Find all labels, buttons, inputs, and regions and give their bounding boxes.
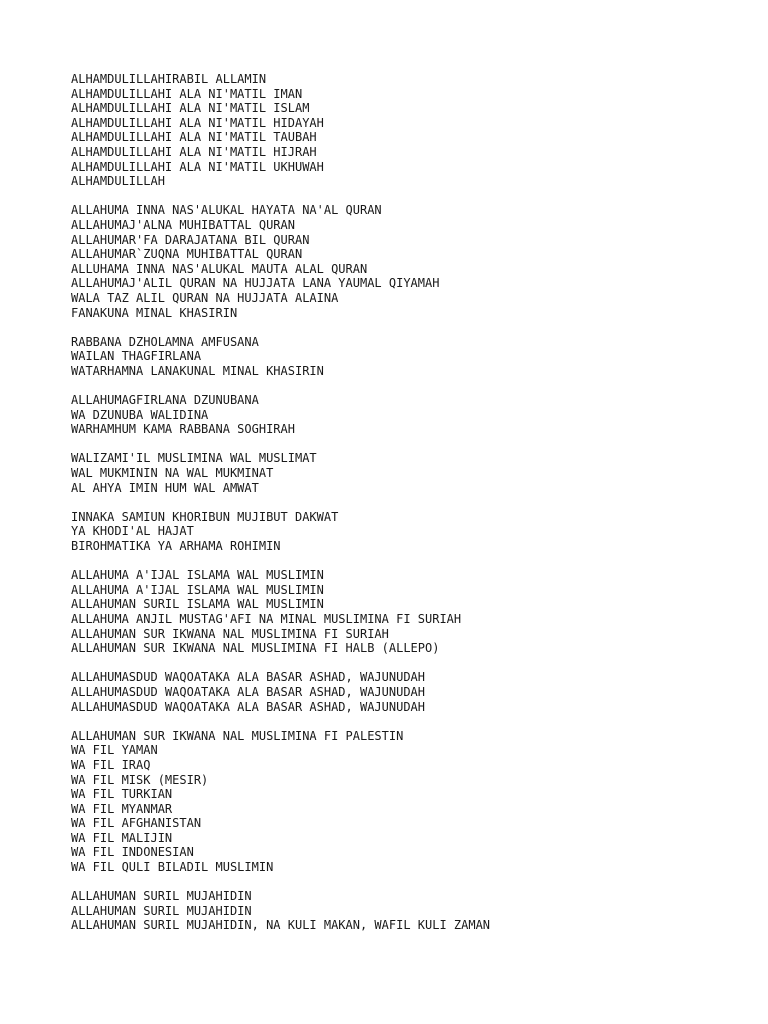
text-line: ALLAHUMA A'IJAL ISLAMA WAL MUSLIMIN (71, 582, 324, 597)
stanza (71, 451, 751, 495)
text-line: WA FIL QULI BILADIL MUSLIMIN (71, 860, 274, 875)
text-line: WAILAN THAGFIRLANA (71, 349, 202, 364)
text-line: WA DZUNUBA WALIDINA (71, 407, 209, 422)
text-line: WA FIL AFGHANISTAN (71, 816, 202, 831)
stanza (71, 72, 751, 189)
text-line: WA FIL INDONESIAN (71, 845, 194, 860)
text-line: WA FIL MYANMAR (71, 801, 173, 816)
text-line: WA FIL TURKIAN (71, 787, 173, 802)
text-line: FANAKUNA MINAL KHASIRIN (71, 305, 238, 320)
text-line: ALLAHUMAJ'ALIL QURAN NA HUJJATA LANA YAUMAL QIYAMAH (71, 276, 440, 291)
stanza (71, 335, 751, 379)
text-line: ALHAMDULILLAHI ALA NI'MATIL HIJRAH (71, 144, 317, 159)
text-line: ALLAHUMA ANJIL MUSTAG'AFI NA MINAL MUSLIMINA FI SURIAH (71, 611, 462, 626)
text-line: ALHAMDULILLAHI ALA NI'MATIL UKHUWAH (71, 159, 324, 174)
text-line: WALIZAMI'IL MUSLIMINA WAL MUSLIMAT (71, 451, 317, 466)
text-line: ALLUHAMA INNA NAS'ALUKAL MAUTA ALAL QURAN (71, 261, 368, 276)
text-line: ALHAMDULILLAHI ALA NI'MATIL IMAN (71, 86, 303, 101)
text-line: ALLAHUMAGFIRLANA DZUNUBANA (71, 393, 259, 408)
text-line: ALHAMDULILLAHI ALA NI'MATIL HIDAYAH (71, 115, 324, 130)
text-line: ALHAMDULILLAHI ALA NI'MATIL ISLAM (71, 101, 310, 116)
text-line: ALHAMDULILLAHI ALA NI'MATIL TAUBAH (71, 130, 317, 145)
text-line: AL AHYA IMIN HUM WAL AMWAT (71, 480, 259, 495)
text-line: ALLAHUMAN SURIL ISLAMA WAL MUSLIMIN (71, 597, 324, 612)
stanza (71, 510, 751, 554)
stanza (71, 670, 751, 714)
text-line: ALLAHUMA A'IJAL ISLAMA WAL MUSLIMIN (71, 568, 324, 583)
text-line: WATARHAMNA LANAKUNAL MINAL KHASIRIN (71, 363, 324, 378)
text-line: WA FIL MALIJIN (71, 830, 173, 845)
text-line: WARHAMHUM KAMA RABBANA SOGHIRAH (71, 422, 295, 437)
text-line: ALLAHUMAR'FA DARAJATANA BIL QURAN (71, 232, 310, 247)
stanza (71, 729, 751, 875)
stanza (71, 568, 751, 656)
stanza (71, 203, 751, 320)
text-line: ALLAHUMAR`ZUQNA MUHIBATTAL QURAN (71, 247, 303, 262)
document-page (71, 72, 751, 948)
text-line: INNAKA SAMIUN KHORIBUN MUJIBUT DAKWAT (71, 509, 339, 524)
text-line: BIROHMATIKA YA ARHAMA ROHIMIN (71, 539, 281, 553)
text-line: ALLAHUMAN SUR IKWANA NAL MUSLIMINA FI PALESTIN (71, 728, 404, 743)
text-line: WAL MUKMININ NA WAL MUKMINAT (71, 466, 274, 481)
text-line: WA FIL IRAQ (71, 757, 151, 772)
stanza (71, 889, 751, 933)
text-line: ALLAHUMASDUD WAQOATAKA ALA BASAR ASHAD, WAJUNUDAH (71, 670, 426, 685)
text-line: ALLAHUMAN SURIL MUJAHIDIN (71, 889, 252, 904)
text-line: ALLAHUMASDUD WAQOATAKA ALA BASAR ASHAD, WAJUNUDAH (71, 699, 426, 714)
text-line: WA FIL YAMAN (71, 743, 158, 758)
text-line: ALHAMDULILLAHIRABIL ALLAMIN (71, 72, 267, 86)
text-line: ALHAMDULILLAH (71, 174, 165, 189)
text-line: RABBANA DZHOLAMNA AMFUSANA (71, 334, 259, 349)
text-line: ALLAHUMA INNA NAS'ALUKAL HAYATA NA'AL QURAN (71, 203, 382, 218)
text-line: ALLAHUMAN SUR IKWANA NAL MUSLIMINA FI HALB (ALLEPO) (71, 641, 440, 656)
text-line: ALLAHUMAN SUR IKWANA NAL MUSLIMINA FI SURIAH (71, 626, 389, 641)
text-line: WALA TAZ ALIL QURAN NA HUJJATA ALAINA (71, 290, 339, 305)
text-line: ALLAHUMAJ'ALNA MUHIBATTAL QURAN (71, 217, 295, 232)
text-line: YA KHODI'AL HAJAT (71, 524, 194, 539)
text-line: ALLAHUMASDUD WAQOATAKA ALA BASAR ASHAD, WAJUNUDAH (71, 684, 426, 699)
text-line: ALLAHUMAN SURIL MUJAHIDIN, NA KULI MAKAN, WAFIL KULI ZAMAN (71, 918, 491, 933)
text-line: WA FIL MISK (MESIR) (71, 772, 209, 787)
text-line: ALLAHUMAN SURIL MUJAHIDIN (71, 903, 252, 918)
stanza (71, 393, 751, 437)
